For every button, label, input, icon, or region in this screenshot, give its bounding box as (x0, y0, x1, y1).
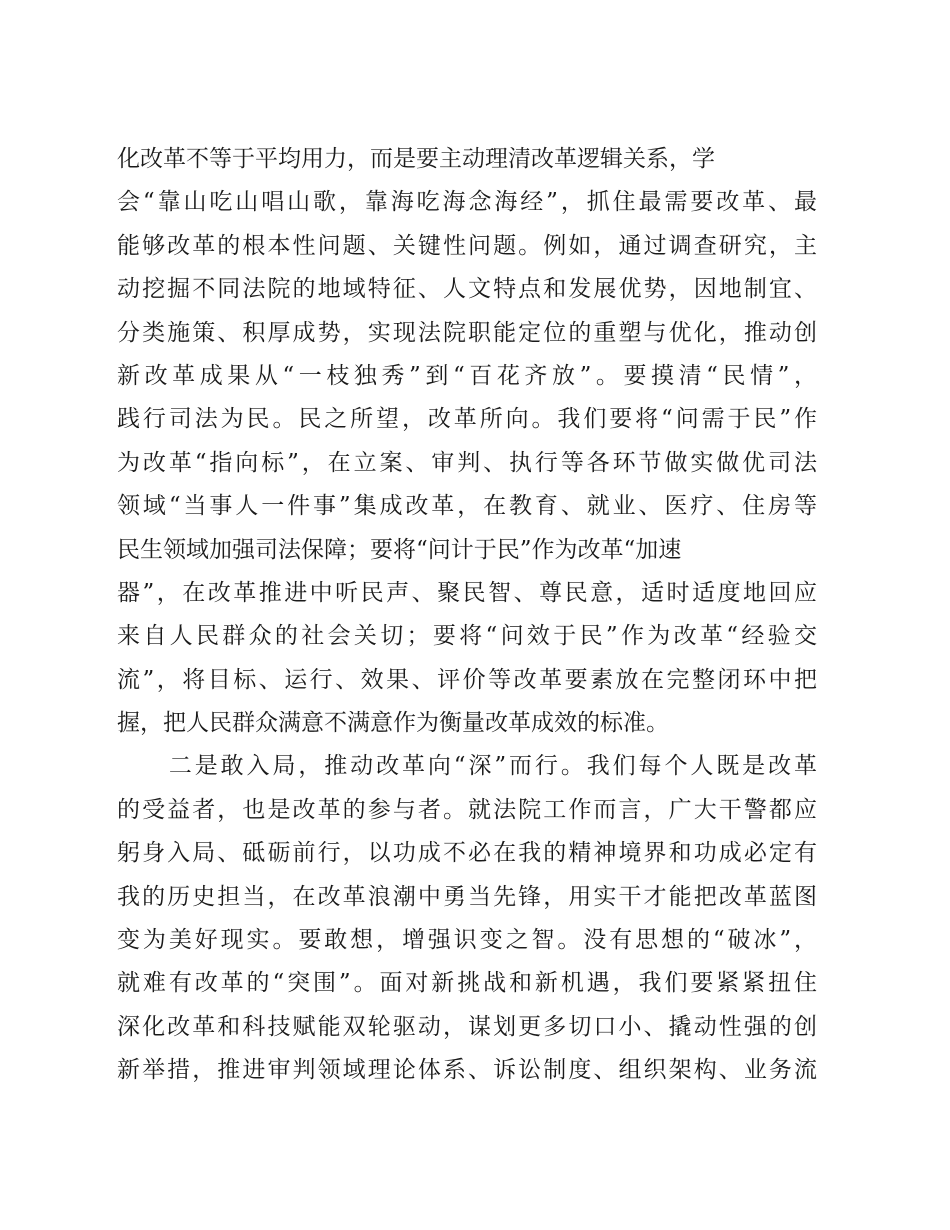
document-page (117, 138, 817, 1093)
text-line-12: 来自人民群众的社会关切；要将“问效于民”作为改革“经验交 (117, 623, 817, 650)
text-line-7: 践行司法为民。民之所望，改革所向。我们要将“问需于民”作 (117, 406, 817, 433)
text-line-20: 就难有改革的“突围”。面对新挑战和新机遇，我们要紧紧扭住 (117, 970, 817, 997)
text-line-17: 躬身入局、砥砺前行，以功成不必在我的精神境界和功成必定有 (117, 840, 817, 867)
text-line-9: 领域“当事人一件事”集成改革，在教育、就业、医疗、住房等 (117, 493, 817, 520)
text-line-10: 民生领域加强司法保障；要将“问计于民”作为改革“加速 (117, 536, 682, 563)
text-line-21: 深化改革和科技赋能双轮驱动，谋划更多切口小、撬动性强的创 (117, 1013, 817, 1040)
text-line-3: 能够改革的根本性问题、关键性问题。例如，通过调查研究，主 (117, 232, 817, 259)
text-line-18: 我的历史担当，在改革浪潮中勇当先锋，用实干才能把改革蓝图 (117, 883, 817, 910)
text-line-22: 新举措，推进审判领域理论体系、诉讼制度、组织架构、业务流 (117, 1057, 817, 1084)
text-line-15: 二是敢入局，推动改革向“深”而行。我们每个人既是改革 (117, 753, 817, 780)
text-line-19: 变为美好现实。要敢想，增强识变之智。没有思想的“破冰”， (117, 927, 817, 954)
text-line-5: 分类施策、积厚成势，实现法院职能定位的重塑与优化，推动创 (117, 319, 817, 346)
text-line-13: 流”，将目标、运行、效果、评价等改革要素放在完整闭环中把 (117, 666, 817, 693)
text-line-6: 新改革成果从“一枝独秀”到“百花齐放”。要摸清“民情”， (117, 362, 817, 389)
text-line-4: 动挖掘不同法院的地域特征、人文特点和发展优势，因地制宜、 (117, 276, 817, 303)
text-line-11: 器”，在改革推进中听民声、聚民智、尊民意，适时适度地回应 (117, 579, 817, 606)
text-line-2: 会“靠山吃山唱山歌，靠海吃海念海经”，抓住最需要改革、最 (117, 189, 817, 216)
text-line-14: 握，把人民群众满意不满意作为衡量改革成效的标准。 (117, 710, 669, 737)
text-line-16: 的受益者，也是改革的参与者。就法院工作而言，广大干警都应 (117, 796, 817, 823)
text-line-8: 为改革“指向标”，在立案、审判、执行等各环节做实做优司法 (117, 449, 817, 476)
text-line-1: 化改革不等于平均用力，而是要主动理清改革逻辑关系，学 (117, 146, 715, 172)
